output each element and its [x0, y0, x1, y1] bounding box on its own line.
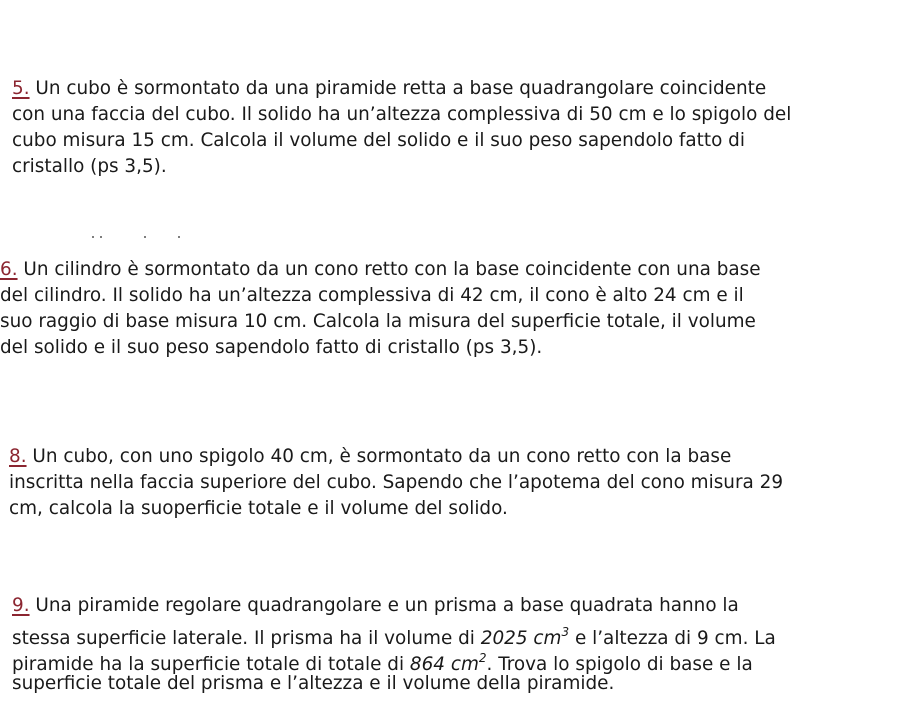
- problem-text: . Trova lo spigolo di base e la: [486, 654, 753, 675]
- exponent: 2: [478, 651, 487, 665]
- math-expression: 2025 cm: [480, 628, 562, 649]
- problem-text: e l’altezza di 9 cm. La: [569, 628, 776, 649]
- problem-text: con una faccia del cubo. Il solido ha un’altezza complessiva di 50 cm e lo spigolo del: [12, 104, 792, 125]
- problem-9: [12, 593, 776, 697]
- problem-5: [12, 76, 791, 180]
- problem-text: inscritta nella faccia superiore del cubo. Sapendo che l’apotema del cono misura 29: [9, 472, 784, 493]
- problem-line: [12, 619, 776, 649]
- problem-line: [12, 645, 776, 675]
- math-expression: 864 cm: [409, 654, 479, 675]
- problem-number: 9.: [12, 595, 30, 616]
- problem-text: cristallo (ps 3,5).: [12, 156, 167, 177]
- problem-text: cm, calcola la suoperficie totale e il volume del solido.: [9, 498, 508, 519]
- problem-text: Un cubo, con uno spigolo 40 cm, è sormontato da un cono retto con la base: [32, 446, 732, 467]
- stray-marks: [92, 236, 182, 240]
- problem-number: 8.: [9, 446, 27, 467]
- problem-text: del solido e il suo peso sapendolo fatto di cristallo (ps 3,5).: [0, 337, 543, 358]
- problem-text: del cilindro. Il solido ha un’altezza complessiva di 42 cm, il cono è alto 24 cm e il: [0, 285, 744, 306]
- problem-text: piramide ha la superficie totale di totale di: [12, 654, 410, 675]
- problem-line: [0, 257, 761, 283]
- problem-6: [0, 257, 761, 361]
- problem-text: cubo misura 15 cm. Calcola il volume del solido e il suo peso sapendolo fatto di: [12, 130, 745, 151]
- problem-text: Un cilindro è sormontato da un cono retto con la base coincidente con una base: [23, 259, 761, 280]
- problem-text: stessa superficie laterale. Il prisma ha il volume di: [12, 628, 481, 649]
- problem-8: [9, 444, 783, 522]
- exponent: 3: [561, 625, 570, 639]
- problem-text: Una piramide regolare quadrangolare e un prisma a base quadrata hanno la: [35, 595, 739, 616]
- problem-line: [12, 76, 791, 102]
- problem-line: [9, 444, 783, 470]
- problem-text: suo raggio di base misura 10 cm. Calcola la misura del superficie totale, il volume: [0, 311, 756, 332]
- problem-number: 5.: [12, 78, 30, 99]
- problem-number: 6.: [0, 259, 18, 280]
- problem-text: superficie totale del prisma e l’altezza e il volume della piramide.: [12, 673, 615, 694]
- problem-line: [12, 593, 776, 619]
- problem-text: Un cubo è sormontato da una piramide retta a base quadrangolare coincidente: [35, 78, 767, 99]
